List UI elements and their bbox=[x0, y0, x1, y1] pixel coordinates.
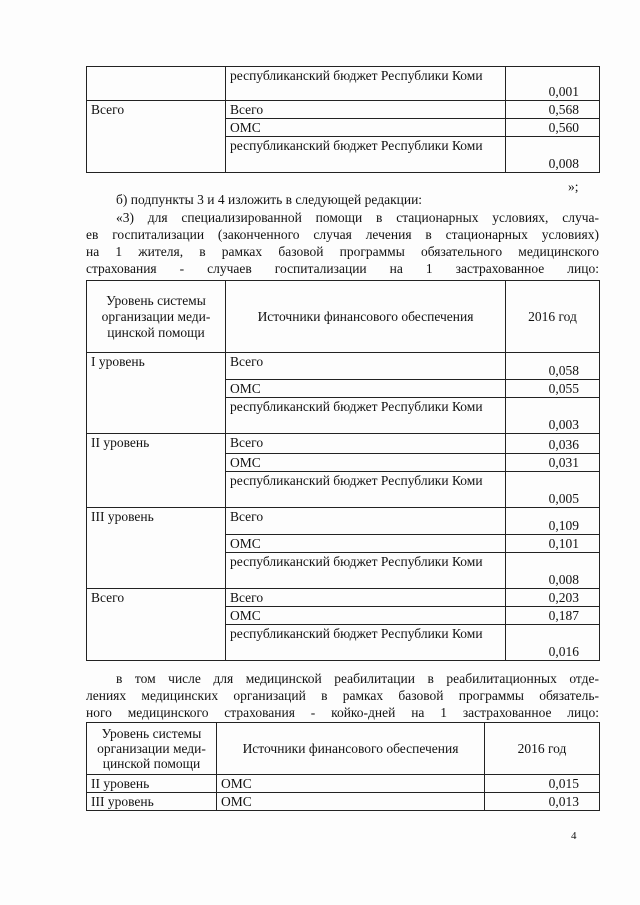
level-cell: Всего bbox=[87, 589, 226, 607]
value-cell: 0,008 bbox=[506, 553, 600, 589]
level-cell: III уровень bbox=[87, 793, 217, 811]
table-header-row bbox=[87, 281, 600, 353]
header-level: Уровень системы организации меди-цинской помощи bbox=[87, 281, 226, 353]
header-year: 2016 год bbox=[506, 281, 600, 353]
table-row bbox=[87, 508, 600, 535]
source-cell: республиканский бюджет Республики Коми bbox=[226, 137, 506, 173]
table-row bbox=[87, 137, 600, 173]
level-cell bbox=[87, 67, 226, 101]
paragraph-line: в том числе для медицинской реабилитации в реабилитационных отде- bbox=[116, 671, 599, 686]
value-cell: 0,013 bbox=[485, 793, 600, 811]
table-row bbox=[87, 625, 600, 661]
table-row bbox=[87, 380, 600, 398]
table-row bbox=[87, 472, 600, 508]
level-cell bbox=[87, 454, 226, 472]
source-cell: ОМС bbox=[226, 454, 506, 472]
table-row bbox=[87, 535, 600, 553]
source-cell: Всего bbox=[226, 589, 506, 607]
table-row bbox=[87, 589, 600, 607]
level-cell: I уровень bbox=[87, 353, 226, 380]
table-rehab bbox=[86, 722, 600, 811]
source-cell: республиканский бюджет Республики Коми bbox=[226, 67, 506, 101]
source-cell: Всего bbox=[226, 101, 506, 119]
table-header-row bbox=[87, 723, 600, 775]
source-cell: ОМС bbox=[217, 793, 485, 811]
source-cell: республиканский бюджет Республики Коми bbox=[226, 472, 506, 508]
table-row bbox=[87, 553, 600, 589]
table-row bbox=[87, 454, 600, 472]
table-row bbox=[87, 353, 600, 380]
value-cell: 0,036 bbox=[506, 434, 600, 454]
value-cell: 0,203 bbox=[506, 589, 600, 607]
table-row bbox=[87, 607, 600, 625]
value-cell: 0,055 bbox=[506, 380, 600, 398]
level-cell bbox=[87, 553, 226, 589]
level-cell bbox=[87, 625, 226, 661]
source-cell: Всего bbox=[226, 434, 506, 454]
header-year: 2016 год bbox=[485, 723, 600, 775]
value-cell: 0,016 bbox=[506, 625, 600, 661]
level-cell bbox=[87, 607, 226, 625]
source-cell: ОМС bbox=[226, 607, 506, 625]
level-cell bbox=[87, 398, 226, 434]
level-cell: II уровень bbox=[87, 434, 226, 454]
table-row bbox=[87, 101, 600, 119]
table-row bbox=[87, 775, 600, 793]
source-cell: Всего bbox=[226, 508, 506, 535]
level-cell bbox=[87, 137, 226, 173]
value-cell: 0,015 bbox=[485, 775, 600, 793]
table-row bbox=[87, 793, 600, 811]
value-cell: 0,058 bbox=[506, 353, 600, 380]
value-cell: 0,560 bbox=[506, 119, 600, 137]
value-cell: 0,101 bbox=[506, 535, 600, 553]
level-cell: Всего bbox=[87, 101, 226, 119]
source-cell: Всего bbox=[226, 353, 506, 380]
header-source: Источники финансового обеспечения bbox=[226, 281, 506, 353]
paragraph-line: «3) для специализированной помощи в стационарных условиях, случа- bbox=[116, 210, 599, 225]
header-source: Источники финансового обеспечения bbox=[217, 723, 485, 775]
table-row bbox=[87, 67, 600, 101]
level-cell bbox=[87, 119, 226, 137]
value-cell: 0,005 bbox=[506, 472, 600, 508]
paragraph-line: ного медицинского страхования - койко-дней на 1 застрахованное лицо: bbox=[86, 705, 599, 720]
value-cell: 0,003 bbox=[506, 398, 600, 434]
paragraph-line: страхования - случаев госпитализации на 1 застрахованное лицо: bbox=[86, 261, 599, 276]
table-top bbox=[86, 66, 600, 173]
paragraph-line: на 1 жителя, в рамках базовой программы обязательного медицинского bbox=[86, 244, 599, 259]
level-cell bbox=[87, 472, 226, 508]
source-cell: ОМС bbox=[226, 380, 506, 398]
source-cell: ОМС bbox=[226, 119, 506, 137]
closing-quote: »; bbox=[568, 179, 579, 194]
page-number: 4 bbox=[571, 830, 577, 842]
level-cell: III уровень bbox=[87, 508, 226, 535]
paragraph-b: б) подпункты 3 и 4 изложить в следующей редакции: bbox=[116, 192, 423, 207]
level-cell: II уровень bbox=[87, 775, 217, 793]
table-row bbox=[87, 434, 600, 454]
source-cell: республиканский бюджет Республики Коми bbox=[226, 625, 506, 661]
level-cell bbox=[87, 535, 226, 553]
value-cell: 0,568 bbox=[506, 101, 600, 119]
source-cell: республиканский бюджет Республики Коми bbox=[226, 398, 506, 434]
source-cell: республиканский бюджет Республики Коми bbox=[226, 553, 506, 589]
level-cell bbox=[87, 380, 226, 398]
value-cell: 0,001 bbox=[506, 67, 600, 101]
paragraph-line: лениях медицинских организаций в рамках базовой программы обязатель- bbox=[86, 688, 599, 703]
source-cell: ОМС bbox=[226, 535, 506, 553]
header-level: Уровень системы организации меди-цинской помощи bbox=[87, 723, 217, 775]
value-cell: 0,008 bbox=[506, 137, 600, 173]
table-main bbox=[86, 280, 600, 661]
table-row bbox=[87, 119, 600, 137]
paragraph-rehab bbox=[86, 670, 599, 721]
value-cell: 0,031 bbox=[506, 454, 600, 472]
source-cell: ОМС bbox=[217, 775, 485, 793]
paragraph-line: ев госпитализации (законченного случая лечения в стационарных условиях) bbox=[86, 227, 599, 242]
paragraph-3 bbox=[86, 209, 599, 277]
table-row bbox=[87, 398, 600, 434]
value-cell: 0,109 bbox=[506, 508, 600, 535]
value-cell: 0,187 bbox=[506, 607, 600, 625]
